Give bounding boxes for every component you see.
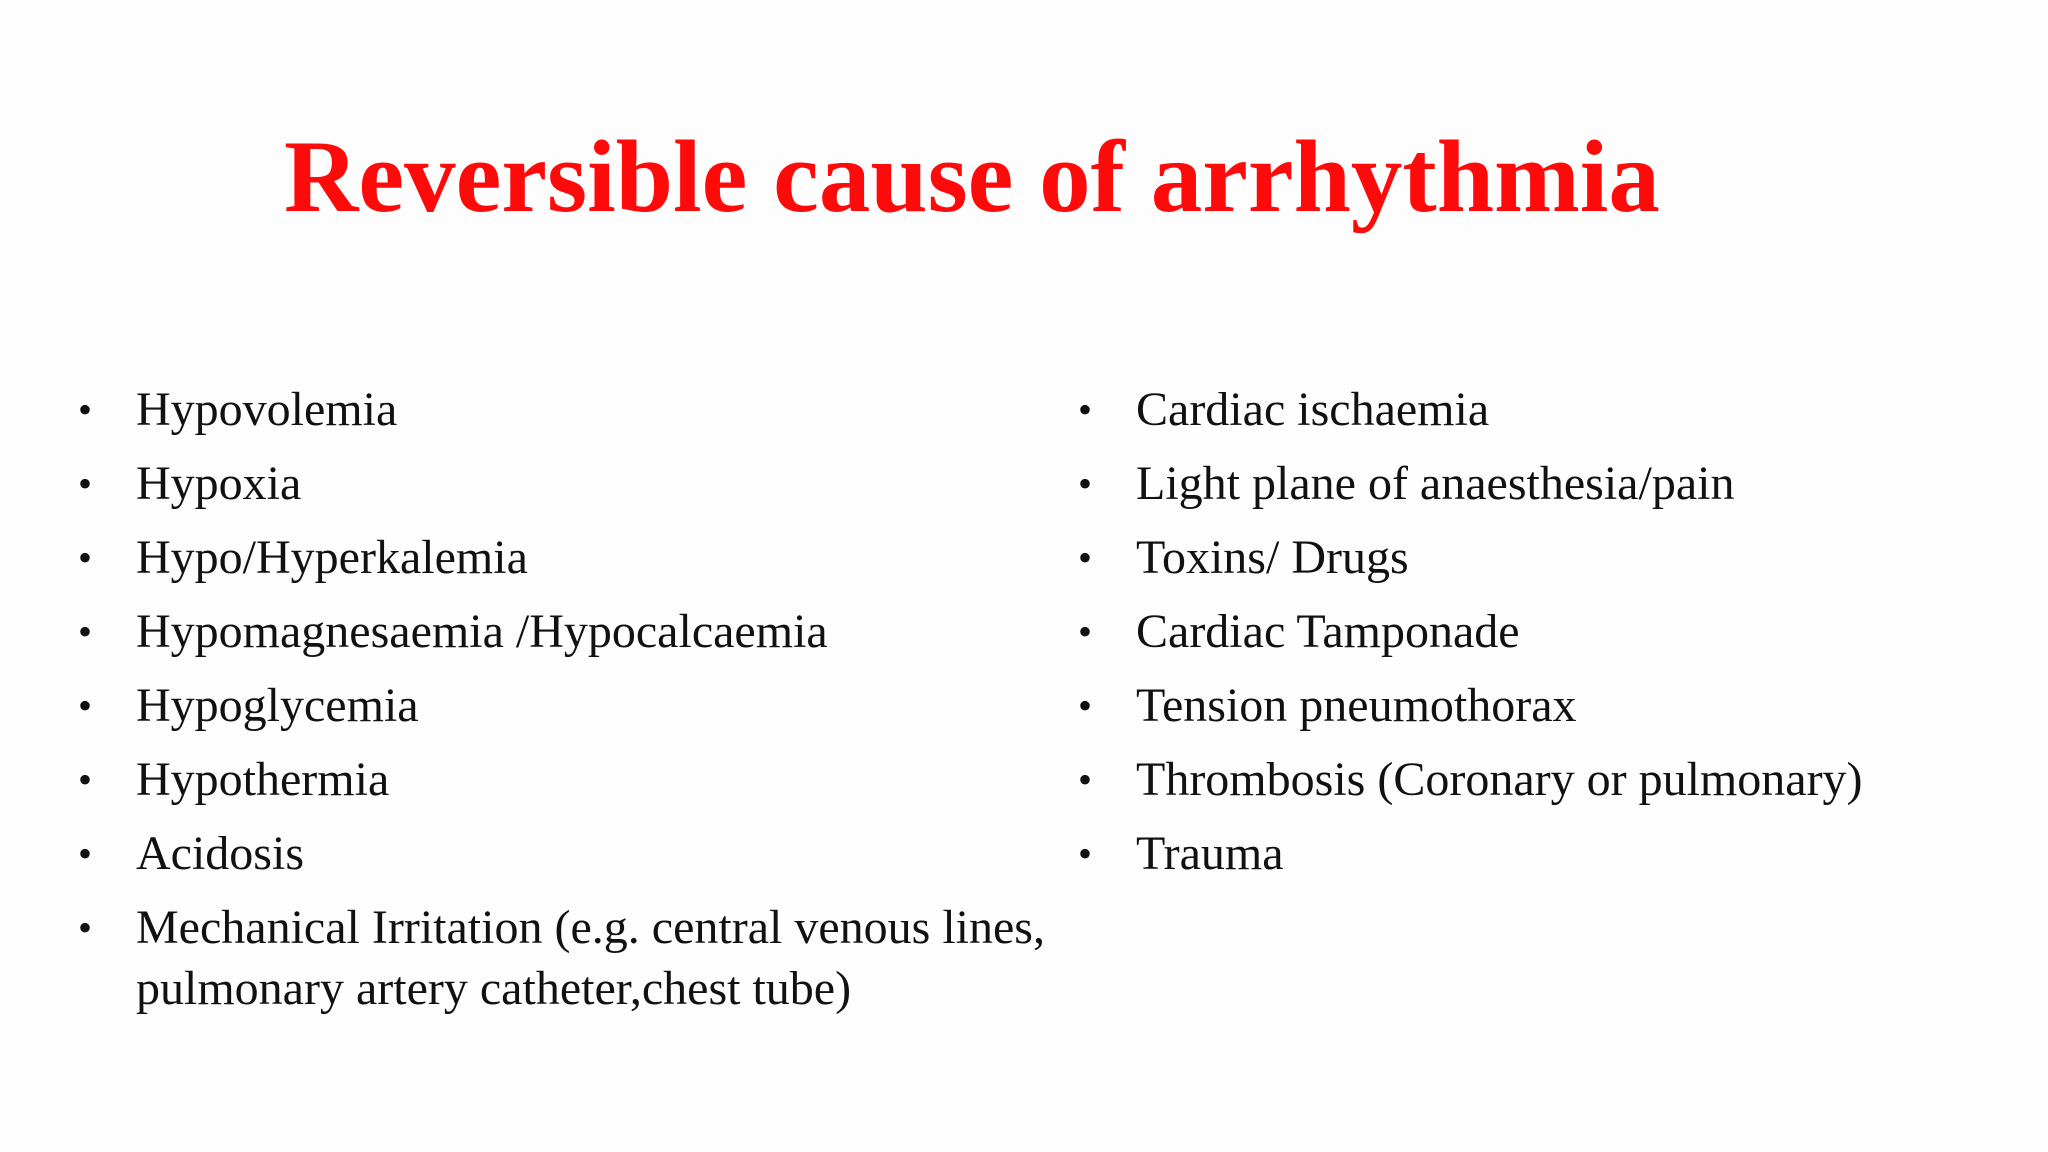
list-item: [1072, 601, 2012, 662]
list-item: [72, 453, 1072, 514]
bullet-icon: •: [1078, 535, 1093, 580]
bullet-icon: •: [1078, 461, 1093, 506]
bullet-icon: •: [1078, 387, 1093, 432]
list-item: [1072, 823, 2012, 884]
bullet-icon: •: [1078, 609, 1093, 654]
list-item-text: Mechanical Irritation (e.g. central venous lines, pulmonary artery catheter,chest tube): [136, 901, 1045, 1015]
list-item-text: Light plane of anaesthesia/pain: [1136, 457, 1735, 510]
list-item: [1072, 379, 2012, 440]
list-item-text: Hypothermia: [136, 753, 390, 806]
bullet-icon: •: [1078, 831, 1093, 876]
list-item: [72, 897, 1072, 1019]
list-item: [1072, 675, 2012, 736]
right-bullet-list: [1072, 379, 2012, 897]
list-item: [1072, 453, 2012, 514]
list-item: [72, 379, 1072, 440]
list-item: [72, 527, 1072, 588]
bullet-icon: •: [78, 535, 93, 580]
bullet-icon: •: [78, 387, 93, 432]
list-item-text: Trauma: [1136, 827, 1284, 880]
list-item-text: Hypo/Hyperkalemia: [136, 531, 528, 584]
list-item-text: Acidosis: [136, 827, 304, 880]
bullet-icon: •: [78, 461, 93, 506]
list-item: [72, 823, 1072, 884]
bullet-icon: •: [78, 757, 93, 802]
list-item-text: Hypoglycemia: [136, 679, 419, 732]
list-item-text: Toxins/ Drugs: [1136, 531, 1409, 584]
bullet-icon: •: [78, 831, 93, 876]
bullet-icon: •: [1078, 757, 1093, 802]
left-bullet-list: [72, 379, 1072, 1032]
list-item-text: Thrombosis (Coronary or pulmonary): [1136, 753, 1863, 806]
bullet-icon: •: [78, 905, 93, 950]
list-item-text: Cardiac Tamponade: [1136, 605, 1520, 658]
bullet-icon: •: [78, 683, 93, 728]
list-item: [1072, 527, 2012, 588]
slide-title: Reversible cause of arrhythmia: [284, 120, 1660, 234]
list-item-text: Hypoxia: [136, 457, 302, 510]
list-item-text: Tension pneumothorax: [1136, 679, 1577, 732]
list-item-text: Hypomagnesaemia /Hypocalcaemia: [136, 605, 828, 658]
list-item: [1072, 749, 2012, 810]
list-item: [72, 675, 1072, 736]
list-item-text: Hypovolemia: [136, 383, 398, 436]
list-item-text: Cardiac ischaemia: [1136, 383, 1490, 436]
bullet-icon: •: [78, 609, 93, 654]
list-item: [72, 749, 1072, 810]
bullet-icon: •: [1078, 683, 1093, 728]
list-item: [72, 601, 1072, 662]
